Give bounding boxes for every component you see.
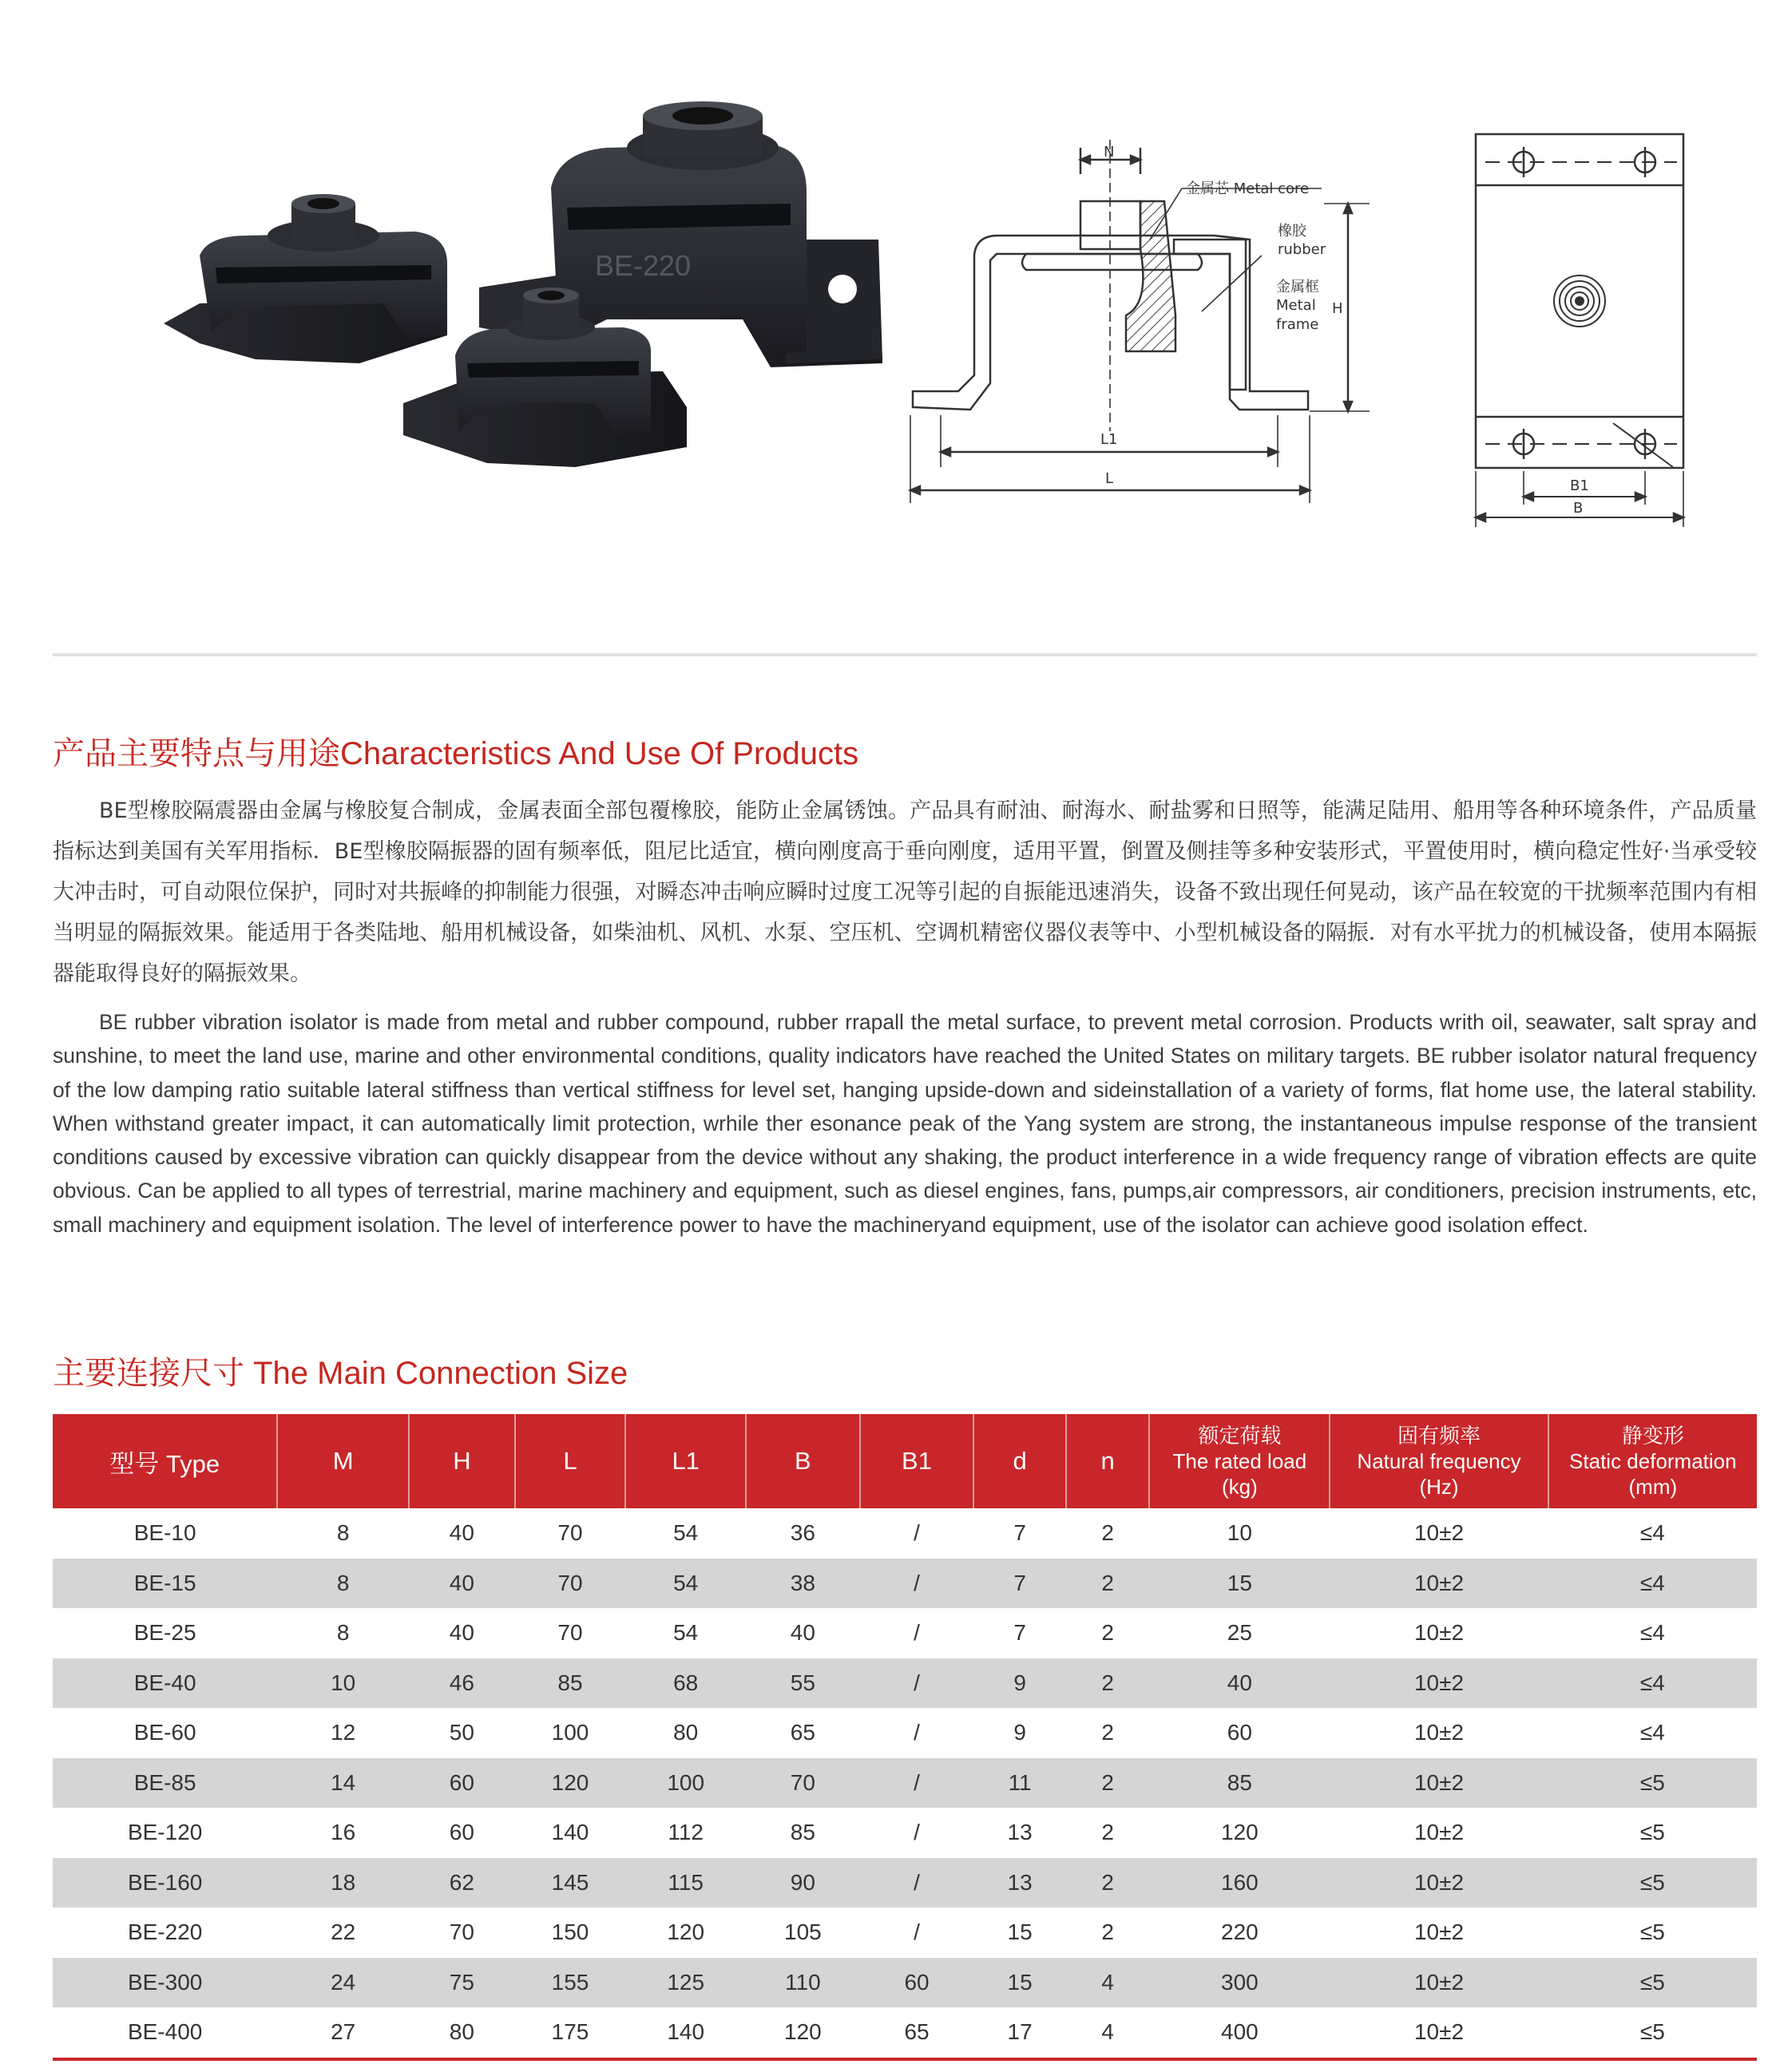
cell-m: 24 [277,1958,409,2008]
cell-n: 2 [1101,1520,1114,1546]
cell-n: 2 [1101,1820,1114,1845]
table-row [53,1908,1757,1958]
col-d: d [973,1414,1066,1508]
dim-l-label: L [1105,470,1114,487]
cell-type: BE-220 [127,1919,203,1945]
cell-b: 40 [790,1620,815,1646]
cell-d: 9 [1013,1720,1026,1745]
cell-deformation: ≤5 [1548,2007,1757,2059]
description-english: BE rubber vibration isolator is made from metal and rubber compound, rubber rrapall the metal surface, to prevent metal corrosion. Products writh oil, seawater, salt spray and sunshine, to meet the land use, marine and other environmental conditions, quality indicators have reached the United States on military targets. BE rubber isolator natural frequency of the low damping ratio suitable lateral stiffness than vertical stiffness for level set, hanging upside-down and sideinstallation of a variety of forms, flat home use, the lateral stability. When withstand greater impact, it can automatically limit protection, wrhile ther esonance peak of the Yang system are strong, the instantaneous impulse response of the transient conditions caused by excessive vibration can quickly disappear from the device without any shaking, the product interference in a wide frequency range of vibration effects are quite obvious. Can be applied to all types of terrestrial, marine machinery and equipment, such as diesel engines, fans, pumps,air compressors, air conditioners, precision instruments, etc, small machinery and equipment isolation. The level of interference power to have the machineryand equipment, use of the isolator can achieve good isolation effect. [53,1010,1757,1237]
cell-frequency: 10±2 [1413,1720,1465,1745]
frame-label-cn: 金属框 [1276,279,1319,295]
product-marking: BE-220 [595,249,692,282]
cell-frequency: 10±2 [1330,1758,1548,1809]
connection-size-table [53,1414,1757,2061]
col-rated-load-cn: 额定荷载 [1198,1424,1282,1448]
rubber-label-cn: 橡胶 [1278,223,1306,240]
cell-deformation: ≤5 [1639,1820,1665,1845]
cell-h: 40 [449,1620,474,1646]
cell-l1: 115 [625,1858,746,1908]
characteristics-heading-en: Characteristics And Use Of Products [340,736,859,771]
description-chinese: BE型橡胶隔震器由金属与橡胶复合制成，金属表面全部包覆橡胶，能防止金属锈蚀。产品具有耐油、耐海水、耐盐雾和日照等，能满足陆用、船用等各种环境条件，产品质量指标达到美国有关军用指标．BE型橡胶隔振器的固有频率低，阻尼比适宜，横向刚度高于垂向刚度，适用平置，倒置及侧挂等多种安装形式，平置使用时，横向稳定性好·当承受较大冲击时，可自动限位保护，同时对共振峰的抑制能力很强，对瞬态冲击响应瞬时过度工况等引起的自振能迅速消失，设备不致出现任何晃动，该产品在较宽的干扰频率范围内有相当明显的隔振效果。能适用于各类陆地、船用机械设备，如柴油机、风机、水泵、空压机、空调机精密仪器仪表等中、小型机械设备的隔振．对有水平扰力的机械设备，使用本隔振器能取得良好的隔振效果。 [53,798,1757,986]
table-row [53,1658,1757,1709]
cell-l1: 68 [625,1658,746,1709]
cell-type: BE-400 [53,2007,277,2059]
cell-type: BE-25 [133,1620,196,1646]
section-divider [53,653,1757,656]
cell-type: BE-85 [53,1758,277,1809]
characteristics-heading-cn: 产品主要特点与用途 [53,735,340,772]
cell-n: 2 [1066,1858,1149,1908]
table-row [53,1758,1757,1809]
cell-l: 155 [515,1958,626,2008]
cell-load: 120 [1221,1820,1259,1845]
cell-frequency: 10±2 [1330,1958,1548,2008]
cell-b1: / [914,1520,920,1546]
cell-m: 14 [277,1758,409,1809]
product-hero-illustration [0,0,1776,639]
cell-frequency: 10±2 [1330,1858,1548,1908]
cell-b1: 65 [860,2007,974,2059]
frame-label-en1: Metal [1276,297,1316,314]
cell-m: 27 [277,2007,409,2059]
metal-core-label: 金属芯 Metal core [1186,180,1310,197]
cell-b1: / [860,1559,974,1609]
connection-size-heading-en: The Main Connection Size [244,1356,628,1391]
cell-b1: / [860,1658,974,1709]
col-h: H [409,1414,515,1508]
col-natural-frequency-cn: 固有频率 [1397,1424,1481,1448]
cell-b: 38 [746,1559,860,1609]
rubber-label-en: rubber [1278,241,1326,258]
table-row [53,1608,1757,1658]
connection-size-heading-cn: 主要连接尺寸 [53,1355,244,1392]
cell-l1: 80 [673,1720,699,1745]
characteristics-heading [53,728,858,774]
cell-h: 50 [449,1720,474,1745]
col-n: n [1066,1414,1149,1508]
cell-h: 70 [449,1919,474,1945]
cell-load: 85 [1149,1758,1330,1809]
cell-type: BE-15 [53,1559,277,1609]
cell-frequency: 10±2 [1330,1559,1548,1609]
cell-h: 62 [409,1858,515,1908]
cell-type: BE-120 [127,1820,203,1845]
cell-d: 15 [1007,1919,1033,1945]
col-static-deformation [1548,1414,1757,1508]
cell-d: 7 [973,1559,1066,1609]
col-l1: L1 [625,1414,746,1508]
col-type: 型号 Type [53,1414,277,1508]
cell-deformation: ≤4 [1548,1559,1757,1609]
cell-d: 11 [973,1758,1066,1809]
cell-d: 13 [1007,1820,1033,1845]
cell-b1: / [860,1858,974,1908]
cell-m: 8 [336,1620,350,1646]
cell-load: 10 [1227,1520,1252,1546]
cell-b1: / [914,1820,920,1845]
cell-l: 70 [515,1559,626,1609]
cell-type: BE-60 [133,1720,196,1745]
table-row [53,1958,1757,2008]
cell-n: 2 [1101,1620,1114,1646]
cell-l1: 54 [673,1620,699,1646]
cell-m: 12 [331,1720,356,1745]
cell-n: 2 [1101,1919,1114,1945]
col-rated-load-en: The rated load [1172,1449,1307,1473]
dim-b-label: B [1573,500,1584,517]
cell-d: 7 [1013,1620,1026,1646]
cell-d: 13 [973,1858,1066,1908]
cell-deformation: ≤5 [1548,1858,1757,1908]
cell-m: 8 [277,1559,409,1609]
cell-b: 120 [746,2007,860,2059]
cell-l1: 54 [625,1559,746,1609]
dim-n-label: N [1104,144,1115,160]
cell-b1: / [914,1919,920,1945]
dim-h-label: H [1332,300,1343,317]
col-static-deformation-unit: (mm) [1628,1475,1678,1499]
cell-m: 10 [277,1658,409,1709]
cell-b: 65 [790,1720,815,1745]
cell-n: 4 [1066,1958,1149,2008]
col-natural-frequency [1330,1414,1548,1508]
col-natural-frequency-en: Natural frequency [1357,1449,1521,1473]
col-m: M [277,1414,409,1508]
cell-l1: 140 [625,2007,746,2059]
cell-b: 105 [784,1919,822,1945]
cell-load: 400 [1149,2007,1330,2059]
cell-l: 120 [515,1758,626,1809]
dim-b1-label: B1 [1570,477,1589,494]
cell-frequency: 10±2 [1330,2007,1548,2059]
left-isolator [164,194,447,363]
cell-deformation: ≤4 [1639,1520,1665,1546]
cell-l1: 120 [667,1919,705,1945]
cell-d: 17 [973,2007,1066,2059]
cell-b1: / [914,1620,920,1646]
cell-b1: / [914,1720,920,1745]
cell-l: 145 [515,1858,626,1908]
cell-h: 80 [409,2007,515,2059]
cell-l: 85 [515,1658,626,1709]
cell-m: 18 [277,1858,409,1908]
col-natural-frequency-unit: (Hz) [1419,1475,1459,1499]
cell-h: 40 [409,1559,515,1609]
cell-b: 55 [746,1658,860,1709]
cell-frequency: 10±2 [1413,1820,1465,1845]
cell-frequency: 10±2 [1413,1620,1465,1646]
col-b1: B1 [860,1414,974,1508]
col-static-deformation-en: Static deformation [1569,1449,1737,1473]
cell-h: 60 [409,1758,515,1809]
cell-load: 220 [1221,1919,1259,1945]
frame-label-en2: frame [1276,316,1319,333]
cell-m: 16 [331,1820,356,1845]
cell-frequency: 10±2 [1413,1919,1465,1945]
cell-b: 110 [746,1958,860,2008]
cell-deformation: ≤5 [1548,1758,1757,1809]
connection-size-heading [53,1348,628,1393]
table-row [53,2007,1757,2059]
section-diagram [910,140,1370,503]
cell-deformation: ≤4 [1639,1620,1665,1646]
cell-b1: 60 [860,1958,974,2008]
cell-h: 60 [449,1820,474,1845]
cell-l: 140 [551,1820,589,1845]
cell-l: 100 [551,1720,589,1745]
cell-b: 90 [746,1858,860,1908]
cell-deformation: ≤5 [1639,1919,1665,1945]
table-row [53,1808,1757,1858]
cell-d: 9 [973,1658,1066,1709]
cell-d: 7 [1013,1520,1026,1546]
cell-frequency: 10±2 [1330,1658,1548,1709]
cell-load: 300 [1149,1958,1330,2008]
cell-l1: 100 [625,1758,746,1809]
cell-d: 15 [973,1958,1066,2008]
product-photo [164,101,882,467]
cell-l1: 112 [668,1820,704,1845]
plan-view-diagram [1476,134,1683,527]
cell-b: 85 [790,1820,815,1845]
cell-l: 70 [557,1620,583,1646]
cell-deformation: ≤4 [1548,1658,1757,1709]
cell-n: 4 [1066,2007,1149,2059]
cell-frequency: 10±2 [1413,1520,1465,1546]
cell-m: 22 [331,1919,356,1945]
cell-n: 2 [1101,1720,1114,1745]
cell-h: 40 [449,1520,474,1546]
col-static-deformation-cn: 静变形 [1621,1424,1684,1448]
cell-type: BE-40 [53,1658,277,1709]
cell-b: 70 [746,1758,860,1809]
table-row [53,1858,1757,1908]
cell-h: 46 [409,1658,515,1709]
cell-deformation: ≤5 [1548,1958,1757,2008]
cell-l1: 54 [673,1520,699,1546]
table-header-row [53,1414,1757,1508]
col-b: B [746,1414,860,1508]
cell-l: 70 [557,1520,583,1546]
cell-load: 160 [1149,1858,1330,1908]
cell-m: 8 [336,1520,350,1546]
cell-l: 175 [515,2007,626,2059]
col-rated-load [1149,1414,1330,1508]
cell-load: 60 [1227,1720,1252,1745]
cell-type: BE-300 [53,1958,277,2008]
cell-l: 150 [551,1919,589,1945]
cell-type: BE-10 [133,1520,196,1546]
cell-load: 25 [1227,1620,1252,1646]
table-row [53,1559,1757,1609]
cell-l1: 125 [625,1958,746,2008]
cell-load: 40 [1149,1658,1330,1709]
cell-b: 36 [790,1520,815,1546]
cell-deformation: ≤4 [1639,1720,1665,1745]
cell-n: 2 [1066,1559,1149,1609]
cell-b1: / [860,1758,974,1809]
cell-h: 75 [409,1958,515,2008]
cell-n: 2 [1066,1758,1149,1809]
table-row [53,1708,1757,1758]
table-row [53,1508,1757,1559]
col-rated-load-unit: (kg) [1221,1475,1258,1499]
dim-l1-label: L1 [1100,431,1118,448]
cell-load: 15 [1149,1559,1330,1609]
cell-type: BE-160 [53,1858,277,1908]
col-l: L [515,1414,626,1508]
cell-n: 2 [1066,1658,1149,1709]
